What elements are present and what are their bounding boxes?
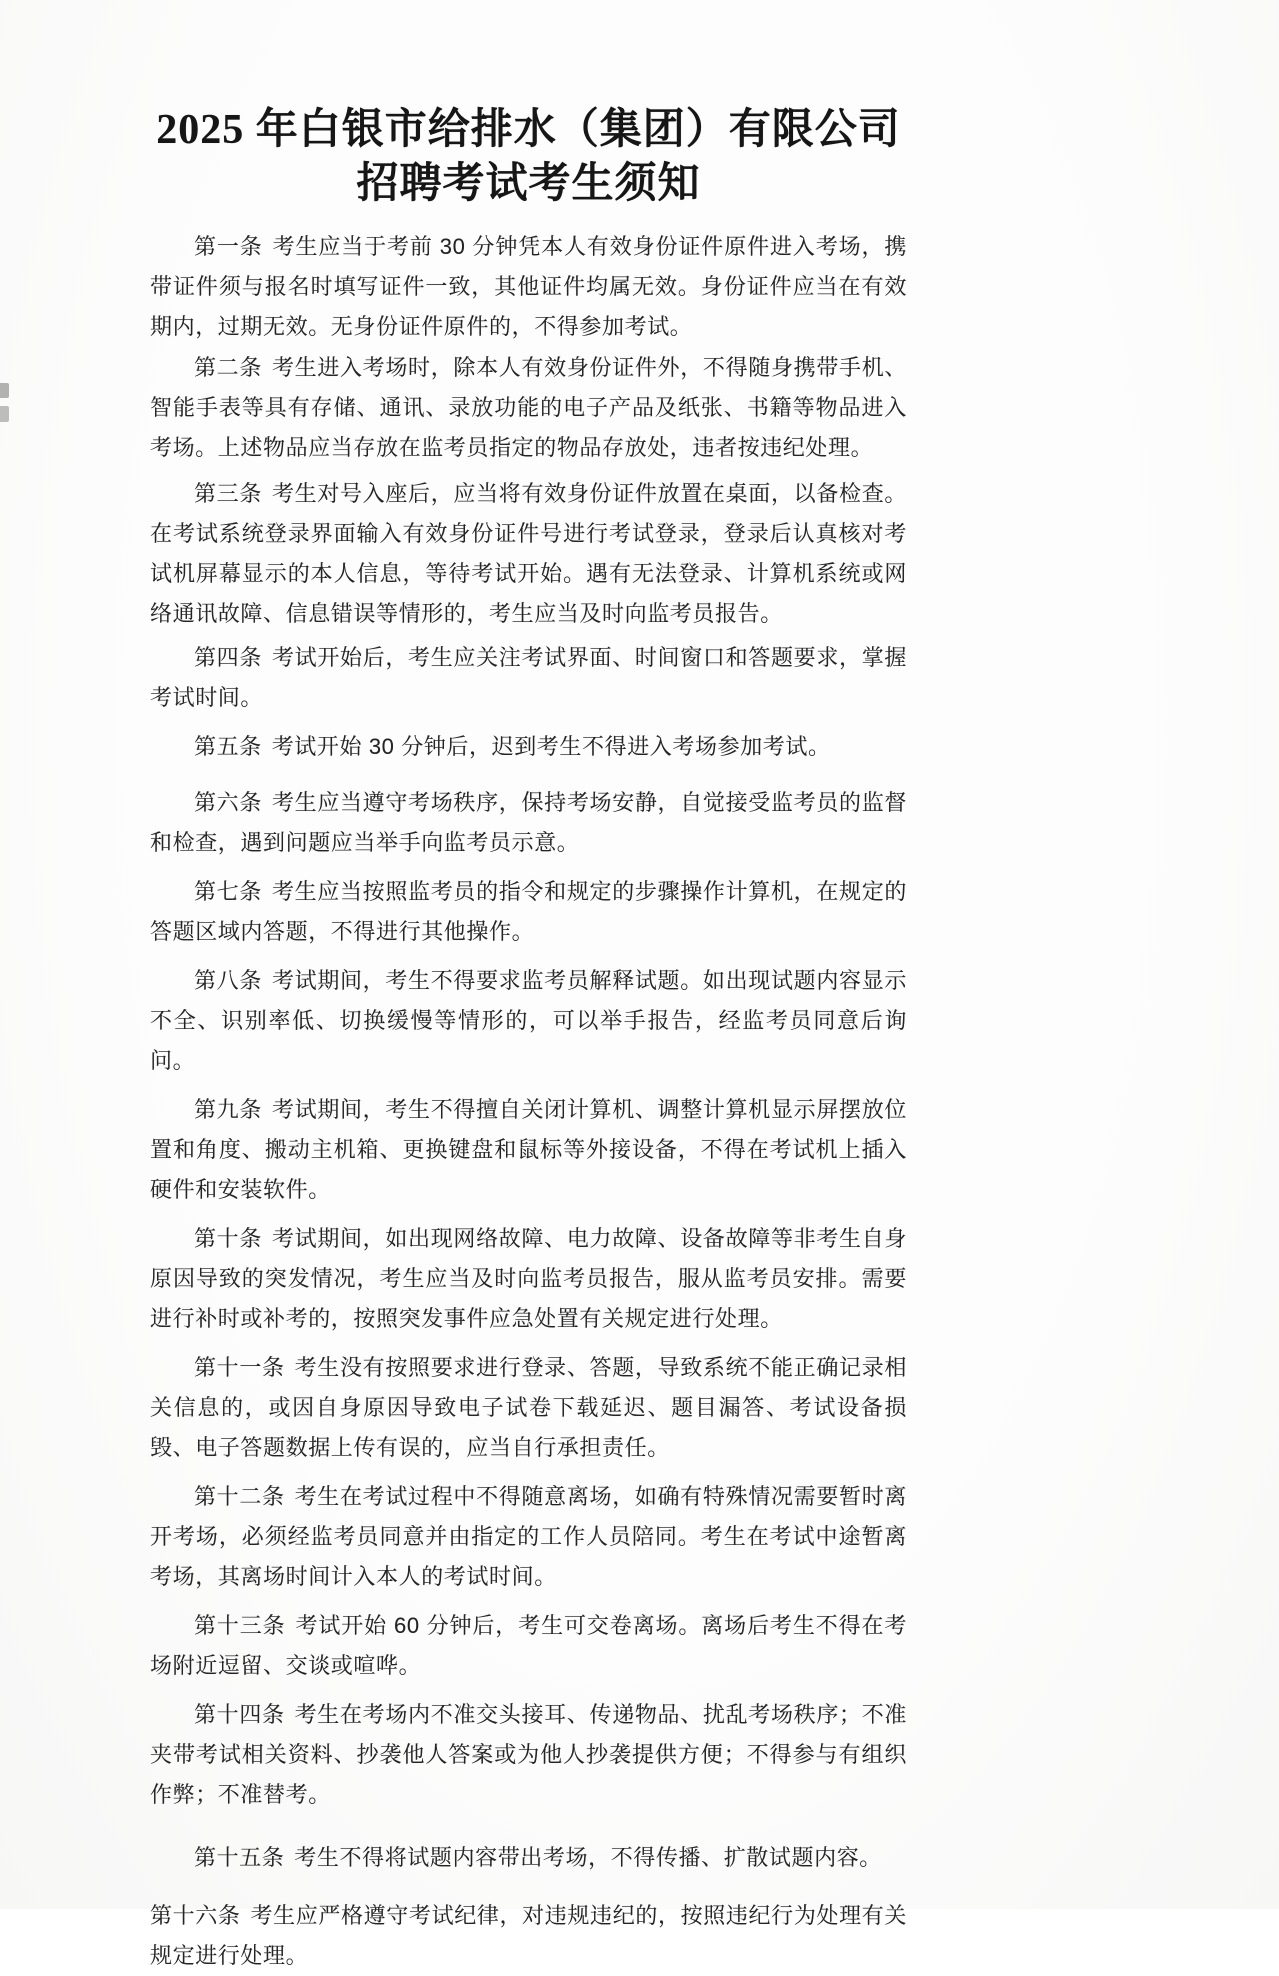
article-label: 第二条	[194, 355, 263, 380]
article-paragraph	[150, 227, 907, 347]
article-paragraph	[150, 1606, 907, 1686]
article-label: 第五条	[194, 734, 262, 759]
article-paragraph	[150, 348, 907, 468]
doc-title-line-2: 招聘考试考生须知	[356, 161, 701, 207]
article-text: 考试期间，考生不得擅自关闭计算机、调整计算机显示屏摆放位置和角度、搬动主机箱、更换键盘和鼠标等外接设备，不得在考试机上插入硬件和安装软件。	[150, 1097, 907, 1202]
article-text: 考生进入考场时，除本人有效身份证件外，不得随身携带手机、智能手表等具有存储、通讯、录放功能的电子产品及纸张、书籍等物品进入考场。上述物品应当存放在监考员指定的物品存放处，违者按违纪处理。	[150, 355, 907, 460]
article-paragraph	[150, 783, 907, 863]
article-label: 第四条	[194, 645, 263, 670]
article-label: 第十条	[194, 1226, 263, 1251]
article-label: 第十三条	[194, 1613, 286, 1638]
article-text: 考生在考场内不准交头接耳、传递物品、扰乱考场秩序；不准夹带考试相关资料、抄袭他人答案或为他人抄袭提供方便；不得参与有组织作弊；不准替考。	[150, 1702, 907, 1807]
article-text: 考生不得将试题内容带出考场，不得传播、扩散试题内容。	[294, 1845, 882, 1870]
article-label: 第三条	[194, 481, 263, 506]
article-paragraph	[150, 727, 907, 767]
article-paragraph	[150, 872, 907, 952]
article-label: 第十二条	[194, 1484, 285, 1509]
article-text: 考试开始后，考生应关注考试界面、时间窗口和答题要求，掌握考试时间。	[150, 645, 907, 710]
article-paragraph	[150, 1695, 907, 1815]
article-label: 第十五条	[194, 1845, 285, 1870]
article-label: 第十六条	[150, 1903, 241, 1928]
article-text: 考生应当于考前 30 分钟凭本人有效身份证件原件进入考场，携带证件须与报名时填写证件一致，其他证件均属无效。身份证件应当在有效期内，过期无效。无身份证件原件的，不得参加考试。	[150, 234, 907, 339]
articles	[150, 227, 907, 1976]
article-paragraph	[150, 638, 907, 718]
article-paragraph	[150, 961, 907, 1081]
article-text: 考试期间，考生不得要求监考员解释试题。如出现试题内容显示不全、识别率低、切换缓慢等情形的，可以举手报告，经监考员同意后询问。	[150, 968, 907, 1073]
article-label: 第十一条	[194, 1355, 285, 1380]
article-text: 考生应当遵守考场秩序，保持考场安静，自觉接受监考员的监督和检查，遇到问题应当举手向监考员示意。	[150, 790, 907, 855]
article-paragraph	[150, 1348, 907, 1468]
photo-artifact-mark	[0, 406, 9, 422]
article-paragraph	[150, 1896, 907, 1976]
article-paragraph	[150, 1477, 907, 1597]
article-text: 考生应严格遵守考试纪律，对违规违纪的，按照违纪行为处理有关规定进行处理。	[150, 1903, 907, 1968]
article-label: 第十四条	[194, 1702, 285, 1727]
article-text: 考生应当按照监考员的指令和规定的步骤操作计算机，在规定的答题区域内答题，不得进行其他操作。	[150, 879, 907, 944]
article-text: 考生对号入座后，应当将有效身份证件放置在桌面，以备检查。在考试系统登录界面输入有效身份证件号进行考试登录，登录后认真核对考试机屏幕显示的本人信息，等待考试开始。遇有无法登录、计算机系统或网络通讯故障、信息错误等情形的，考生应当及时向监考员报告。	[150, 481, 907, 626]
article-text: 考试期间，如出现网络故障、电力故障、设备故障等非考生自身原因导致的突发情况，考生应当及时向监考员报告，服从监考员安排。需要进行补时或补考的，按照突发事件应急处置有关规定进行处理。	[150, 1226, 907, 1331]
article-label: 第七条	[194, 879, 263, 904]
article-label: 第八条	[194, 968, 263, 993]
article-text: 考试开始 30 分钟后，迟到考生不得进入考场参加考试。	[271, 734, 831, 759]
article-text: 考生没有按照要求进行登录、答题，导致系统不能正确记录相关信息的，或因自身原因导致电子试卷下载延迟、题目漏答、考试设备损毁、电子答题数据上传有误的，应当自行承担责任。	[150, 1355, 907, 1460]
article-text: 考生在考试过程中不得随意离场，如确有特殊情况需要暂时离开考场，必须经监考员同意并由指定的工作人员陪同。考生在考试中途暂离考场，其离场时间计入本人的考试时间。	[150, 1484, 907, 1589]
article-paragraph	[150, 1838, 907, 1878]
article-label: 第六条	[194, 790, 263, 815]
article-paragraph	[150, 1090, 907, 1210]
article-paragraph	[150, 474, 907, 634]
article-text: 考试开始 60 分钟后，考生可交卷离场。离场后考生不得在考场附近逗留、交谈或喧哗。	[150, 1613, 907, 1678]
document-content	[150, 103, 907, 1976]
article-label: 第九条	[194, 1097, 263, 1122]
article-label: 第一条	[194, 234, 263, 259]
photo-artifact-mark	[0, 383, 9, 398]
doc-title	[150, 103, 907, 211]
article-paragraph	[150, 1219, 907, 1339]
doc-title-line-1: 2025 年白银市给排水（集团）有限公司	[156, 107, 901, 153]
